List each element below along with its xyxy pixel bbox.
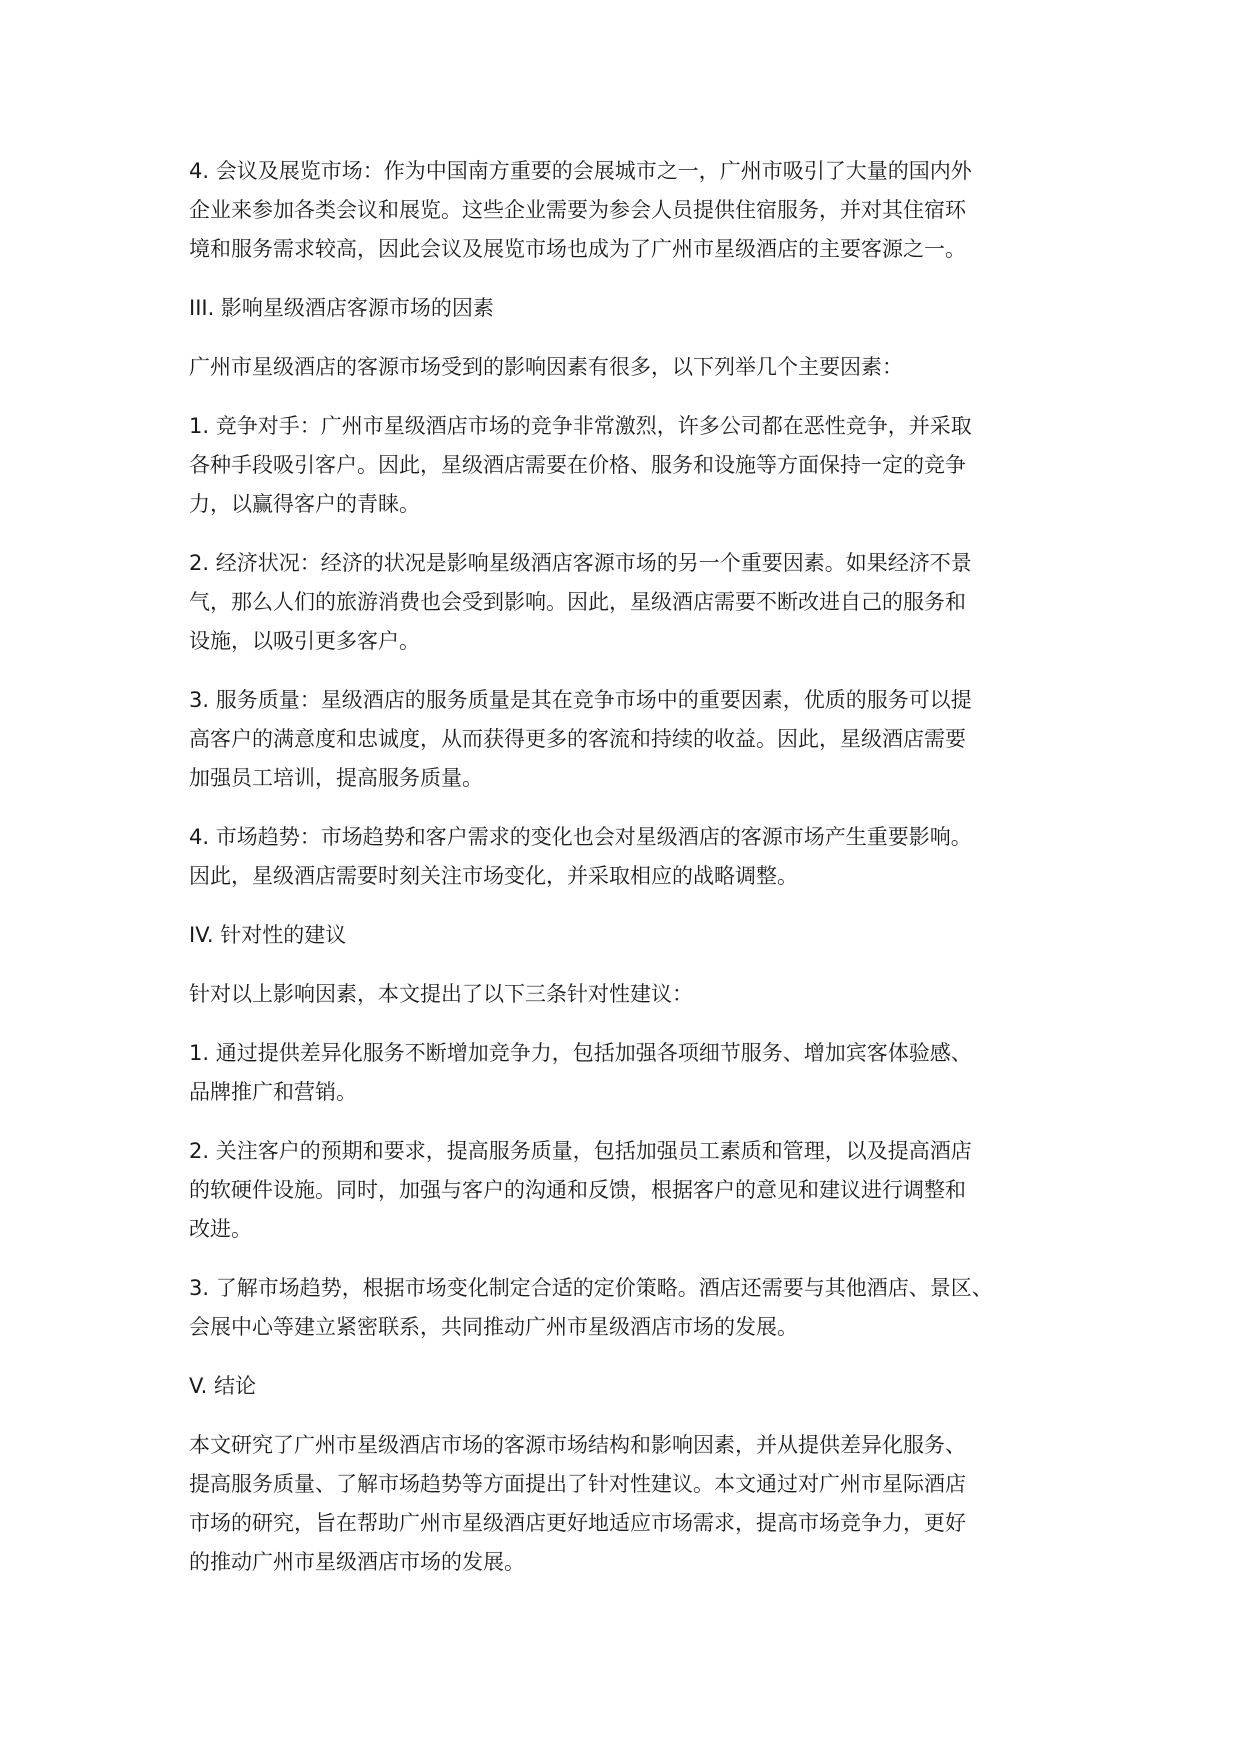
list-item-competitors	[189, 407, 1069, 524]
text-line: 各种手段吸引客户。因此，星级酒店需要在价格、服务和设施等方面保持一定的竞争	[189, 453, 966, 477]
text-line: 因此，星级酒店需要时刻关注市场变化，并采取相应的战略调整。	[189, 864, 798, 888]
text-line: 加强员工培训，提高服务质量。	[189, 766, 483, 790]
text-line: 气，那么人们的旅游消费也会受到影响。因此，星级酒店需要不断改进自己的服务和	[189, 590, 966, 614]
text-line: 3. 服务质量：星级酒店的服务质量是其在竞争市场中的重要因素，优质的服务可以提	[189, 688, 972, 712]
heading-line: V. 结论	[189, 1374, 257, 1398]
text-line: 市场的研究，旨在帮助广州市星级酒店更好地适应市场需求，提高市场竞争力，更好	[189, 1511, 966, 1535]
body-paragraph-factors-intro	[189, 348, 1069, 387]
body-paragraph-suggestions-intro	[189, 975, 1069, 1014]
list-item-economy	[189, 544, 1069, 661]
text-line: 1. 通过提供差异化服务不断增加竞争力，包括加强各项细节服务、增加宾客体验感、	[189, 1041, 972, 1065]
text-line: 设施，以吸引更多客户。	[189, 629, 420, 653]
body-paragraph-conclusion	[189, 1426, 1069, 1582]
text-line: 会展中心等建立紧密联系，共同推动广州市星级酒店市场的发展。	[189, 1315, 798, 1339]
text-line: 广州市星级酒店的客源市场受到的影响因素有很多，以下列举几个主要因素：	[189, 355, 903, 379]
list-item-suggestion-1	[189, 1034, 1069, 1112]
text-line: 力，以赢得客户的青睐。	[189, 492, 420, 516]
list-item-market-trend	[189, 818, 1069, 896]
list-item-conference-market	[189, 152, 1069, 269]
text-line: 高客户的满意度和忠诚度，从而获得更多的客流和持续的收益。因此，星级酒店需要	[189, 727, 966, 751]
text-line: 境和服务需求较高，因此会议及展览市场也成为了广州市星级酒店的主要客源之一。	[189, 237, 966, 261]
text-line: 2. 关注客户的预期和要求，提高服务质量，包括加强员工素质和管理，以及提高酒店	[189, 1139, 972, 1163]
heading-line: III. 影响星级酒店客源市场的因素	[189, 296, 494, 320]
document-page	[189, 152, 1069, 1602]
text-line: 提高服务质量、了解市场趋势等方面提出了针对性建议。本文通过对广州市星际酒店	[189, 1472, 966, 1496]
section-heading-factors	[189, 289, 1069, 328]
section-heading-suggestions	[189, 916, 1069, 955]
text-line: 针对以上影响因素，本文提出了以下三条针对性建议：	[189, 982, 693, 1006]
text-line: 4. 市场趋势：市场趋势和客户需求的变化也会对星级酒店的客源市场产生重要影响。	[189, 825, 972, 849]
text-line: 企业来参加各类会议和展览。这些企业需要为参会人员提供住宿服务，并对其住宿环	[189, 198, 966, 222]
text-line: 1. 竞争对手：广州市星级酒店市场的竞争非常激烈，许多公司都在恶性竞争，并采取	[189, 414, 972, 438]
list-item-suggestion-2	[189, 1132, 1069, 1249]
text-line: 3. 了解市场趋势，根据市场变化制定合适的定价策略。酒店还需要与其他酒店、景区、	[189, 1276, 993, 1300]
text-line: 本文研究了广州市星级酒店市场的客源市场结构和影响因素，并从提供差异化服务、	[189, 1433, 966, 1457]
list-item-service-quality	[189, 681, 1069, 798]
text-line: 的推动广州市星级酒店市场的发展。	[189, 1550, 525, 1574]
text-line: 2. 经济状况：经济的状况是影响星级酒店客源市场的另一个重要因素。如果经济不景	[189, 551, 972, 575]
text-line: 品牌推广和营销。	[189, 1080, 357, 1104]
text-line: 改进。	[189, 1217, 252, 1241]
text-line: 4. 会议及展览市场：作为中国南方重要的会展城市之一，广州市吸引了大量的国内外	[189, 159, 972, 183]
list-item-suggestion-3	[189, 1269, 1069, 1347]
section-heading-conclusion	[189, 1367, 1069, 1406]
text-line: 的软硬件设施。同时，加强与客户的沟通和反馈，根据客户的意见和建议进行调整和	[189, 1178, 966, 1202]
heading-line: IV. 针对性的建议	[189, 923, 347, 947]
